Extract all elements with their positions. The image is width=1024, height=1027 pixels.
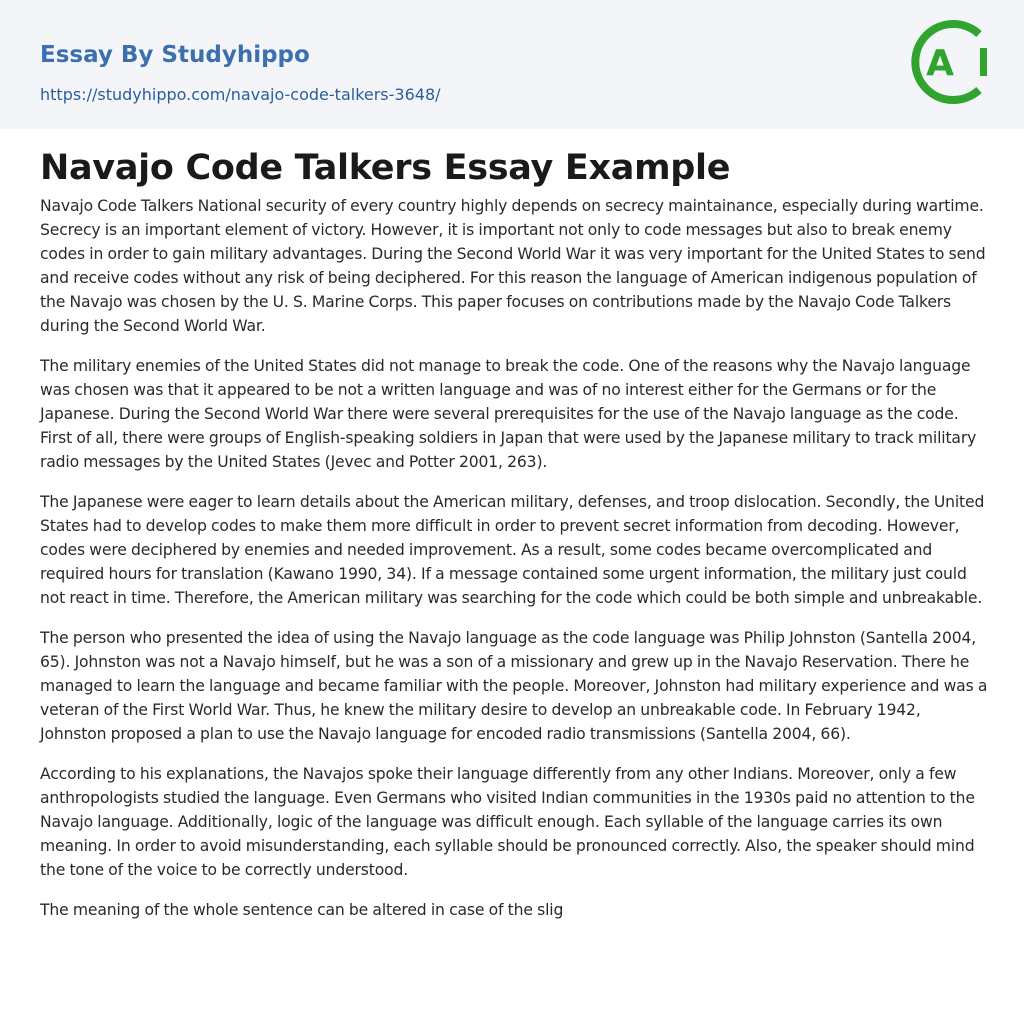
essay-paragraph: According to his explanations, the Navajos spoke their language differently from any other Indians. Moreover, only a few anthropologists studied the language. Even Germans who visited Indian communities in the 1930s paid no attention to the Navajo language. Additionally, logic of the language was difficult enough. Each syllable of the language carries its own meaning. In order to avoid misunderstanding, each syllable should be pronounced correctly. Also, the speaker should mind the tone of the voice to be correctly understood. xyxy=(40,765,975,879)
essay-body xyxy=(40,194,990,938)
source-url-link[interactable]: https://studyhippo.com/navajo-code-talkers-3648/ xyxy=(40,85,441,104)
essay-paragraph: Navajo Code Talkers National security of every country highly depends on secrecy maintainance, especially during wartime. Secrecy is an important element of victory. However, it is important not only to code messages but also to break enemy codes in order to gain military advantages. During the Second World War it was very important for the United States to send and receive codes without any risk of being deciphered. For this reason the language of American indigenous population of the Navajo was chosen by the U. S. Marine Corps. This paper focuses on contributions made by the Navajo Code Talkers during the Second World War. xyxy=(40,197,986,335)
essay-paragraph: The Japanese were eager to learn details about the American military, defenses, and troop dislocation. Secondly, the United States had to develop codes to make them more difficult in order to prevent secret information from decoding. However, codes were deciphered by enemies and needed improvement. As a result, some codes became overcomplicated and required hours for translation (Kawano 1990, 34). If a message contained some urgent information, the military just could not react in time. Therefore, the American military was searching for the code which could be both simple and unbreakable. xyxy=(40,493,985,607)
essay-paragraph-truncated: The meaning of the whole sentence can be altered in case of the slig xyxy=(40,901,564,919)
essay-paragraph: The military enemies of the United States did not manage to break the code. One of the reasons why the Navajo language was chosen was that it appeared to be not a written language and was of no interest either for the Germans or for the Japanese. During the Second World War there were several prerequisites for the use of the Navajo language as the code. First of all, there were groups of English-speaking soldiers in Japan that were used by the Japanese military to track military radio messages by the United States (Jevec and Potter 2001, 263). xyxy=(40,357,977,471)
logo-letter: A xyxy=(926,43,954,84)
site-header xyxy=(0,0,1024,129)
essay-paragraph: The person who presented the idea of using the Navajo language as the code language was Philip Johnston (Santella 2004, 65). Johnston was not a Navajo himself, but he was a son of a missionary and grew up in the Navajo Reservation. There he managed to learn the language and became familiar with the people. Moreover, Johnston had military experience and was a veteran of the First World War. Thus, he knew the military desire to develop an unbreakable code. In February 1942, Johnston proposed a plan to use the Navajo language for encoded radio transmissions (Santella 2004, 66). xyxy=(40,629,988,743)
page-title: Navajo Code Talkers Essay Example xyxy=(40,148,731,188)
studyhippo-logo-icon[interactable] xyxy=(911,18,987,106)
brand-title[interactable]: Essay By Studyhippo xyxy=(40,42,310,68)
